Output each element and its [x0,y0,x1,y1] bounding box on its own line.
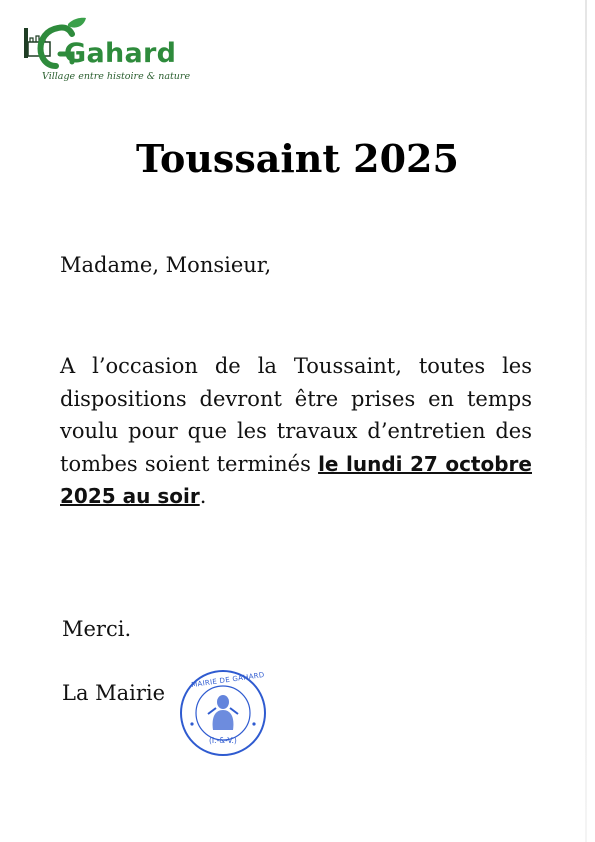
notice-paragraph [60,350,532,513]
town-hall-stamp [178,668,268,758]
deadline-text: le lundi 27 octobre 2025 au soir [60,451,532,508]
stamp-code: (I.-&-V.) [209,736,237,745]
signature: La Mairie [62,681,166,705]
gahard-logo [24,14,204,86]
logo-wordmark: Gahard [64,38,177,69]
notice-text: A l’occasion de la Toussaint, toutes les dispositions devront être prises en temps voulu pour que les travaux d’entretien des tombes soient terminés [60,354,532,476]
notice-end: . [199,484,207,508]
page-title: Toussaint 2025 [136,136,459,181]
closing-thanks: Merci. [62,617,132,641]
logo-tagline: Village entre histoire & nature [42,71,191,82]
page-edge [585,0,587,842]
stamp-text: MAIRIE DE GAHARD [190,670,266,690]
salutation: Madame, Monsieur, [60,253,272,277]
